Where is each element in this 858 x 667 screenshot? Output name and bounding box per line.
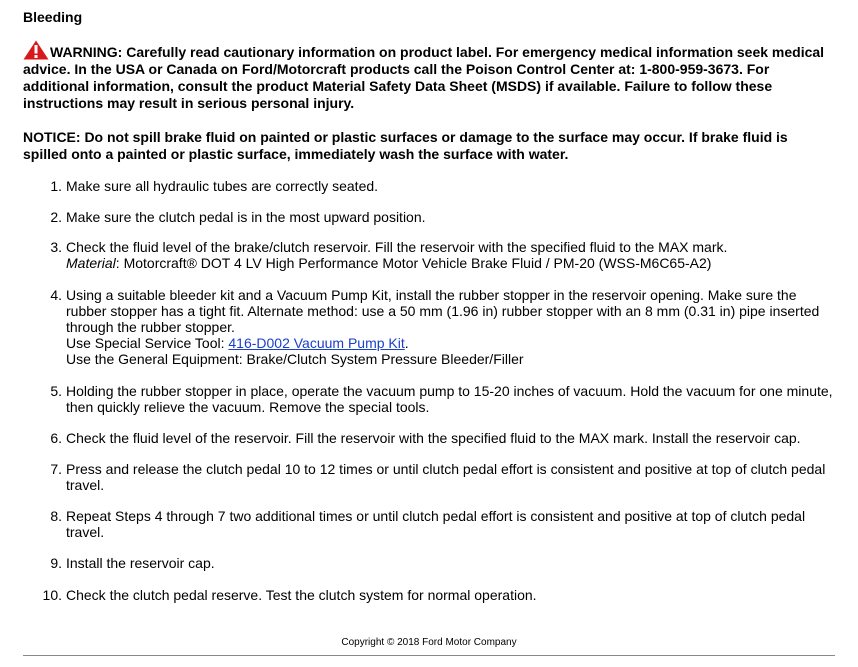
step-number: 10. (42, 587, 62, 603)
warning-text: WARNING: Carefully read cautionary information on product label. For emergency medical information seek medical advice. In the USA or Canada on Ford/Motorcraft products call the Poison Control Center at: 1-800-959-3673. For additional information, consult the product Material Safety Data Sheet (MSDS) if available. Failure to follow these instructions may result in serious personal injury. (23, 44, 825, 111)
page-title: Bleeding (23, 9, 83, 25)
material-label: Material (66, 255, 116, 271)
vacuum-pump-kit-link[interactable]: 416-D002 Vacuum Pump Kit (228, 335, 405, 351)
step-text: Repeat Steps 4 through 7 two additional times or until clutch pedal effort is consistent and positive at top of clutch pedal travel. (66, 508, 806, 540)
step-number: 6. (50, 430, 62, 446)
step-number: 3. (50, 239, 62, 255)
material-line (66, 255, 836, 271)
step-text: Check the fluid level of the brake/clutch reservoir. Fill the reservoir with the specified fluid to the MAX mark. (66, 239, 728, 255)
step-text: Press and release the clutch pedal 10 to 12 times or until clutch pedal effort is consistent and positive at top of clutch pedal travel. (66, 461, 826, 493)
copyright-footer: Copyright © 2018 Ford Motor Company (341, 637, 517, 648)
step-number: 7. (50, 461, 62, 477)
step-number: 4. (50, 287, 62, 303)
step-text: Install the reservoir cap. (66, 555, 215, 571)
step-text: Make sure all hydraulic tubes are correctly seated. (66, 178, 379, 194)
warning-triangle-icon (23, 40, 49, 60)
tool-suffix: . (404, 335, 409, 351)
step-text: Holding the rubber stopper in place, operate the vacuum pump to 15-20 inches of vacuum. Hold the vacuum for one minute, then quickly relieve the vacuum. Remove the special tools. (66, 383, 833, 415)
step-text: Make sure the clutch pedal is in the most upward position. (66, 209, 426, 225)
step-number: 9. (50, 555, 62, 571)
footer-divider (23, 655, 835, 656)
notice-block: NOTICE: Do not spill brake fluid on painted or plastic surfaces or damage to the surface may occur. If brake fluid is spilled onto a painted or plastic surface, immediately wash the surface with water. (23, 129, 788, 162)
step-number: 8. (50, 508, 62, 524)
step-text: Check the clutch pedal reserve. Test the clutch system for normal operation. (66, 587, 537, 603)
equipment-line: Use the General Equipment: Brake/Clutch System Pressure Bleeder/Filler (66, 351, 524, 367)
warning-block (23, 40, 835, 112)
step-text: Using a suitable bleeder kit and a Vacuum Pump Kit, install the rubber stopper in the reservoir opening. Make sure the rubber stopper has a tight fit. Alternate method: use a 50 mm (1.96 in) rubber stopper with an 8 mm (0.31 in) pipe inserted through the rubber stopper. (66, 287, 820, 335)
tool-line (66, 335, 836, 351)
tool-prefix: Use Special Service Tool: (66, 335, 229, 351)
step-number: 5. (50, 383, 62, 399)
step-number: 2. (50, 209, 62, 225)
step-number: 1. (50, 178, 62, 194)
step-text: Check the fluid level of the reservoir. Fill the reservoir with the specified fluid to the MAX mark. Install the reservoir cap. (66, 430, 801, 446)
material-text: : Motorcraft® DOT 4 LV High Performance Motor Vehicle Brake Fluid / PM-20 (WSS-M6C65-A2) (115, 255, 712, 271)
